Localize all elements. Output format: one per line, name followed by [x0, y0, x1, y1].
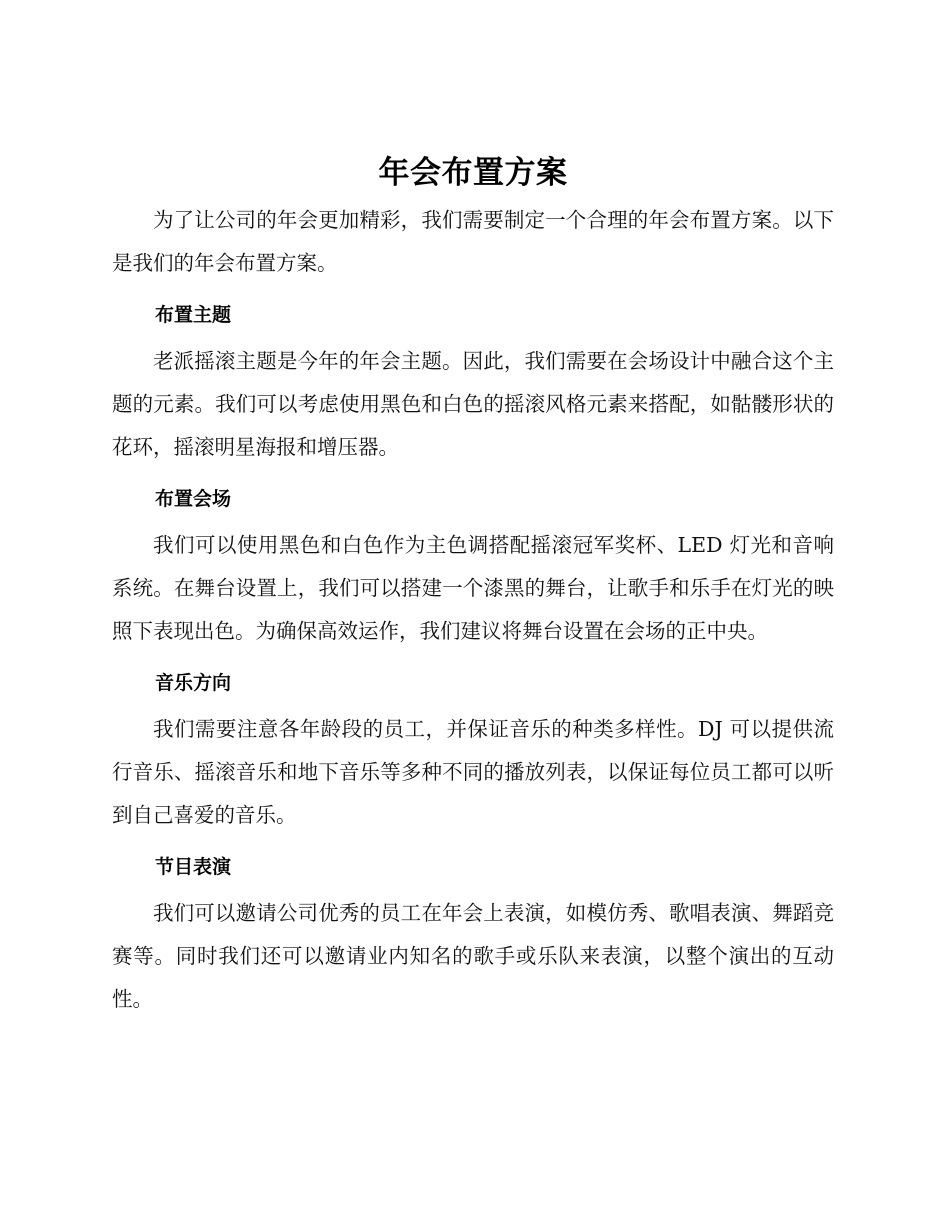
section-music	[112, 663, 834, 837]
document-title: 年会布置方案	[378, 155, 568, 191]
section-body: 老派摇滚主题是今年的年会主题。因此，我们需要在会场设计中融合这个主题的元素。我们可以考虑使用黑色和白色的摇滚风格元素来搭配，如骷髅形状的花环，摇滚明星海报和增压器。	[112, 349, 834, 459]
section-theme	[112, 295, 834, 469]
document-page	[112, 150, 834, 1021]
section-venue	[112, 479, 834, 653]
section-heading: 节目表演	[155, 856, 232, 878]
section-heading: 布置会场	[155, 488, 232, 510]
section-body: 我们需要注意各年龄段的员工，并保证音乐的种类多样性。DJ 可以提供流行音乐、摇滚音乐和地下音乐等多种不同的播放列表，以保证每位员工都可以听到自己喜爱的音乐。	[112, 717, 834, 827]
intro-paragraph: 为了让公司的年会更加精彩，我们需要制定一个合理的年会布置方案。以下是我们的年会布置方案。	[112, 208, 834, 275]
section-heading: 音乐方向	[155, 672, 232, 694]
section-performances	[112, 847, 834, 1021]
section-heading: 布置主题	[155, 304, 232, 326]
section-body: 我们可以使用黑色和白色作为主色调搭配摇滚冠军奖杯、LED 灯光和音响系统。在舞台设置上，我们可以搭建一个漆黑的舞台，让歌手和乐手在灯光的映照下表现出色。为确保高效运作，我们建议将舞台设置在会场的正中央。	[112, 533, 834, 643]
section-body: 我们可以邀请公司优秀的员工在年会上表演，如模仿秀、歌唱表演、舞蹈竞赛等。同时我们还可以邀请业内知名的歌手或乐队来表演，以整个演出的互动性。	[112, 901, 834, 1011]
